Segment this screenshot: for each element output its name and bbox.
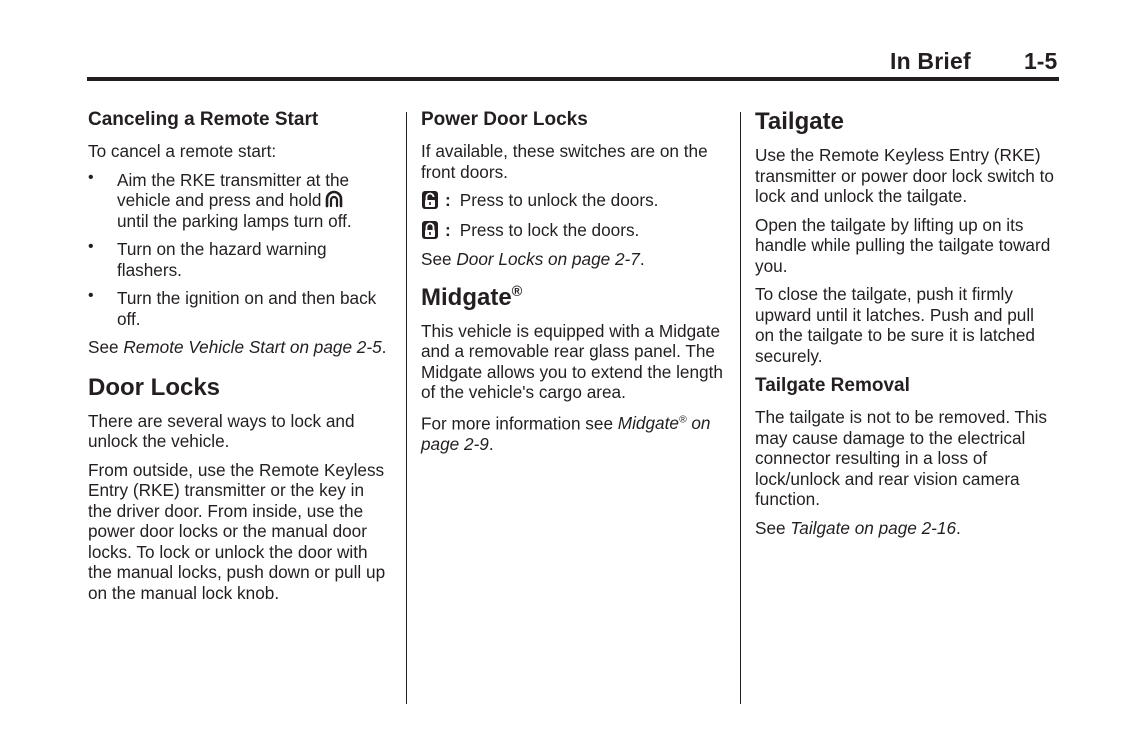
lock-row bbox=[421, 220, 726, 241]
bullet-icon: • bbox=[88, 238, 94, 255]
see-suffix: . bbox=[956, 517, 961, 538]
door-locks-heading: Door Locks bbox=[88, 373, 221, 401]
see-remote-start bbox=[88, 337, 388, 358]
link-text-page: on page 2-9 bbox=[421, 413, 711, 454]
list-item bbox=[88, 288, 388, 329]
tailgate-removal-heading: Tailgate Removal bbox=[755, 375, 910, 396]
see-tailgate bbox=[755, 518, 1055, 539]
cancel-intro: To cancel a remote start: bbox=[88, 141, 277, 161]
see-prefix: See bbox=[88, 337, 124, 357]
power-door-locks-heading: Power Door Locks bbox=[421, 109, 588, 130]
door-locks-intro: There are several ways to lock and unlock the vehicle. bbox=[88, 410, 355, 451]
registered-mark: ® bbox=[511, 283, 523, 300]
tailgate-removal-paragraph: The tailgate is not to be removed. This may cause damage to the electrical connector resulting in a loss of lock/unlock and rear vision camera function. bbox=[755, 407, 1048, 509]
door-locks-outside: From outside, use the Remote Keyless Entry (RKE) transmitter or the key in the driver door. From inside, use the power door locks or the manual door locks. To lock or unlock the door with the manual locks, push down or pull up on the manual lock knob. bbox=[88, 459, 386, 603]
section-title: In Brief bbox=[890, 48, 971, 74]
see-prefix: See bbox=[421, 249, 457, 269]
column-divider-2 bbox=[740, 112, 741, 704]
canceling-remote-start-heading: Canceling a Remote Start bbox=[88, 109, 319, 130]
see-door-locks bbox=[421, 249, 726, 270]
power-door-locks-intro: If available, these switches are on the front doors. bbox=[421, 141, 708, 182]
midgate-description: This vehicle is equipped with a Midgate and a removable rear glass panel. The Midgate allows you to extend the length of the vehicle's cargo area. bbox=[421, 320, 723, 402]
registered-mark: ® bbox=[678, 414, 687, 426]
more-suffix: . bbox=[488, 433, 494, 454]
bullet-text: Turn the ignition on and then back off. bbox=[117, 288, 377, 329]
lock-colon: : bbox=[445, 219, 451, 240]
see-suffix: . bbox=[639, 249, 645, 269]
lock-icon bbox=[421, 220, 439, 240]
tailgate-paragraph-3: To close the tailgate, push it firmly upward until it latches. Push and pull on the tailgate to be sure it is latched securely. bbox=[755, 284, 1035, 366]
midgate-more-info bbox=[421, 411, 726, 455]
see-prefix: See bbox=[755, 517, 791, 538]
bullet-text-pre: Aim the RKE transmitter at the vehicle and press and hold bbox=[117, 169, 350, 210]
midgate-heading-text: Midgate bbox=[421, 283, 512, 311]
tailgate-paragraph-1: Use the Remote Keyless Entry (RKE) transmitter or power door lock switch to lock and unlock the tailgate. bbox=[755, 145, 1054, 206]
column-1 bbox=[88, 108, 388, 611]
page-number: 1-5 bbox=[1024, 48, 1058, 74]
midgate-heading bbox=[421, 278, 726, 312]
cancel-steps-list bbox=[88, 170, 388, 330]
cross-reference-link[interactable]: Door Locks on page 2-7 bbox=[456, 249, 640, 269]
header-rule bbox=[87, 77, 1059, 81]
bullet-text-post: until the parking lamps turn off. bbox=[117, 210, 352, 231]
cross-reference-link[interactable]: Tailgate on page 2-16 bbox=[790, 517, 957, 538]
see-suffix: . bbox=[381, 337, 387, 357]
bullet-icon: • bbox=[88, 168, 94, 186]
more-prefix: For more information see bbox=[421, 413, 618, 434]
column-2 bbox=[421, 108, 726, 462]
unlock-icon bbox=[421, 190, 439, 210]
tailgate-paragraph-2: Open the tailgate by lifting up on its handle while pulling the tailgate toward you. bbox=[755, 214, 1051, 276]
unlock-row bbox=[421, 190, 726, 211]
link-text: Midgate bbox=[617, 413, 679, 434]
column-divider-1 bbox=[406, 112, 407, 704]
list-item bbox=[88, 239, 388, 280]
bullet-text: Turn on the hazard warning flashers. bbox=[117, 239, 327, 280]
unlock-colon: : bbox=[445, 190, 451, 210]
tailgate-heading: Tailgate bbox=[755, 108, 844, 135]
column-3 bbox=[755, 108, 1055, 546]
lock-text: Press to lock the doors. bbox=[459, 219, 640, 240]
bullet-icon: • bbox=[88, 287, 94, 304]
unlock-text: Press to unlock the doors. bbox=[459, 190, 659, 210]
remote-start-icon bbox=[324, 190, 344, 208]
list-item bbox=[88, 170, 388, 232]
cross-reference-link[interactable]: Remote Vehicle Start on page 2-5 bbox=[123, 337, 382, 357]
